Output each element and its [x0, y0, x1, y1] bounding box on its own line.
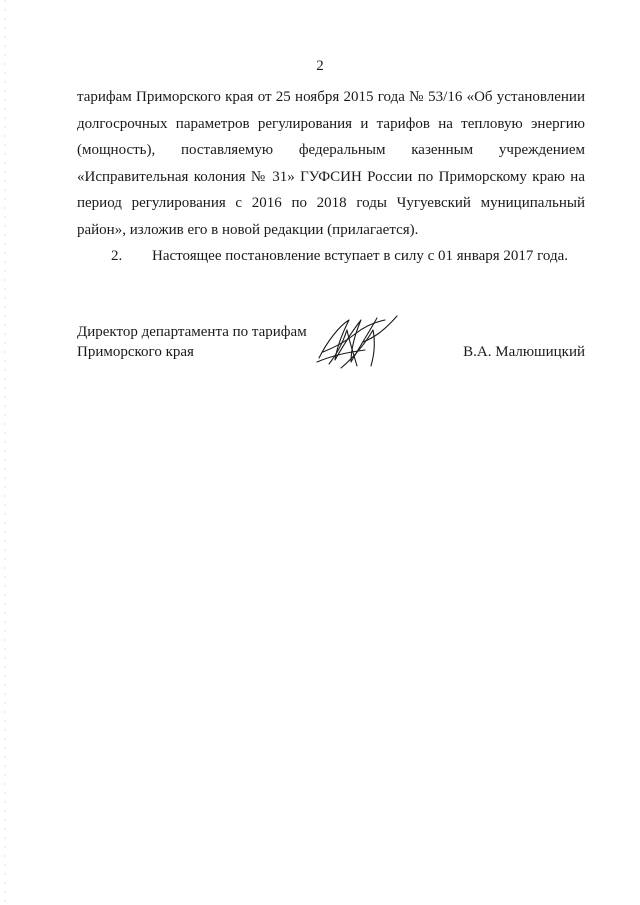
signatory-position-line: Приморского края [77, 344, 194, 360]
numbered-point [77, 243, 585, 270]
paragraph-line: долгосрочных параметров регулирования и тарифов на тепловую энергию [77, 115, 585, 132]
point-text: Настоящее постановление вступает в силу с 01 января 2017 года. [152, 248, 569, 264]
paragraph-line: тарифам Приморского края от 25 ноября 2015 года № 53/16 «Об установлении [77, 89, 585, 105]
paragraph-line: район», изложив его в новой редакции (прилагается). [77, 221, 419, 238]
point-number: 2. [111, 248, 123, 264]
scan-edge [4, 0, 6, 905]
body-text [77, 84, 585, 270]
signatory-position-line: Директор департамента по тарифам [77, 324, 307, 340]
paragraph-line: (мощность), поставляемую федеральным казенным учреждением [77, 142, 585, 158]
page-number: 2 [316, 58, 324, 74]
paragraph-line: период регулирования с 2016 по 2018 годы Чугуевский муниципальный [77, 195, 585, 211]
signatory-name: В.А. Малюшицкий [463, 344, 585, 360]
handwritten-signature [313, 312, 403, 372]
paragraph-line: «Исправительная колония № 31» ГУФСИН России по Приморскому краю на [77, 168, 585, 185]
signatory-position [77, 322, 307, 362]
